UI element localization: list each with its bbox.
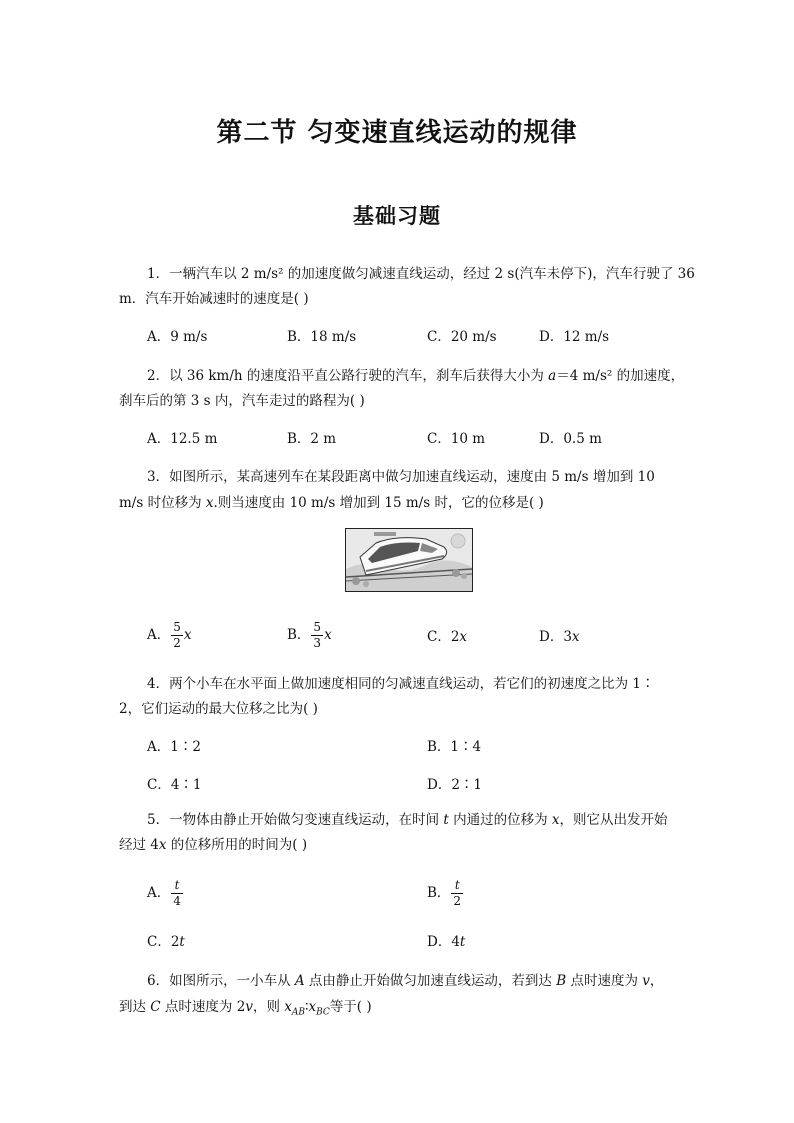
train-photo [345,528,473,592]
question-5-line-1: 5．一物体由静止开始做匀变速直线运动，在时间 t 内通过的位移为 x，则它从出发开始 [147,812,668,828]
question-1-line-1: 1．一辆汽车以 2 m/s² 的加速度做匀减速直线运动，经过 2 s(汽车未停下)，汽车行驶了 36 [147,266,695,282]
question-4-option-a: A．1∶2 [147,739,201,755]
question-6-line-1: 6．如图所示，一小车从 A 点由静止开始做匀加速直线运动，若到达 B 点时速度为 v， [147,973,664,989]
question-2-option-b: B．2 m [287,431,337,447]
question-2-option-d: D．0.5 m [539,431,602,447]
question-3-line-1: 3．如图所示，某高速列车在某段距离中做匀加速直线运动，速度由 5 m/s 增加到 10 [147,469,655,485]
question-2-line-2: 刹车后的第 3 s 内，汽车走过的路程为( ) [119,393,365,409]
question-5-option-c: C．2t [147,934,185,950]
question-3-option-d: D．3x [539,629,580,645]
question-2-line-1: 2．以 36 km/h 的速度沿平直公路行驶的汽车，刹车后获得大小为 a＝4 m/s² 的加速度， [147,368,685,384]
question-3-option-a: A． $\frac{5}{2}$ x [147,620,192,650]
section-subtitle: 基础习题 [353,203,441,228]
page-title: 第二节 匀变速直线运动的规律 [216,118,578,148]
question-4-line-1: 4．两个小车在水平面上做加速度相同的匀减速直线运动，若它们的初速度之比为 1∶ [147,676,655,692]
question-5-option-a: A． $\frac{t}{4}$ [147,878,181,908]
question-5-line-2: 经过 4x 的位移所用的时间为( ) [119,837,308,853]
question-3-line-2: m/s 时位移为 x.则当速度由 10 m/s 增加到 15 m/s 时，它的位移是( ) [119,495,544,511]
question-3-option-c: C．2x [427,629,468,645]
question-1-option-d: D．12 m/s [539,329,610,345]
question-1-line-2: m．汽车开始减速时的速度是( ) [119,291,309,307]
question-5-option-d: D．4t [427,934,466,950]
question-4-line-2: 2，它们运动的最大位移之比为( ) [119,701,318,717]
question-1-option-a: A．9 m/s [147,329,208,345]
question-4-option-d: D．2∶1 [427,777,483,793]
question-2-option-c: C．10 m [427,431,486,447]
question-1-option-c: C．20 m/s [427,329,497,345]
question-5-option-b: B． $\frac{t}{2}$ [427,878,462,908]
question-4-option-b: B．1∶4 [427,739,482,755]
question-4-option-c: C．4∶1 [147,777,202,793]
question-6-line-2: 到达 C 点时速度为 2v，则 $x_{AB}∶x_{BC}$等于( ) [119,999,372,1018]
question-2-option-a: A．12.5 m [147,431,218,447]
question-3-option-b: B． $\frac{5}{3}$ x [287,620,332,650]
question-1-option-b: B．18 m/s [287,329,357,345]
high-speed-train-illustration [346,529,472,591]
